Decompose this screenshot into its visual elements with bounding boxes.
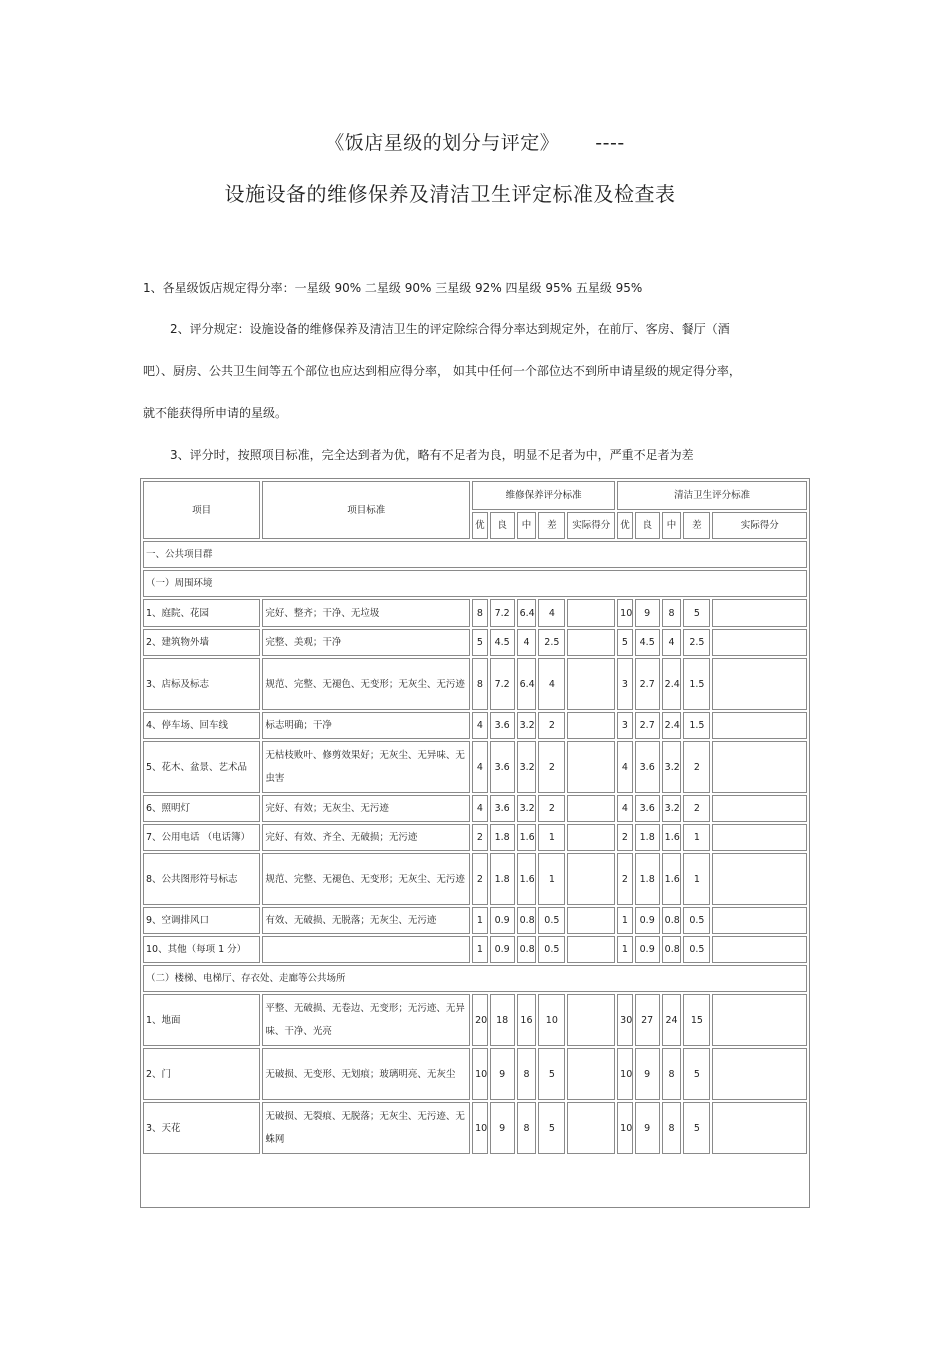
cleaning-cha: 5 (683, 1102, 710, 1154)
maintenance-actual (567, 907, 615, 934)
cleaning-you: 2 (617, 853, 633, 905)
cleaning-zhong: 8 (662, 1102, 682, 1154)
row-item: 1、庭院、花园 (143, 599, 260, 627)
maintenance-liang: 3.6 (490, 741, 515, 793)
cleaning-you: 2 (617, 824, 633, 851)
row-standard: 标志明确；干净 (262, 712, 470, 739)
table-row (143, 741, 807, 793)
header-m-cha: 差 (538, 512, 565, 539)
header-standard: 项目标准 (262, 481, 470, 539)
maintenance-zhong: 1.6 (517, 853, 537, 905)
maintenance-cha: 4 (538, 599, 565, 627)
header-c-zhong: 中 (662, 512, 682, 539)
maintenance-liang: 7.2 (490, 599, 515, 627)
row-item: 2、建筑物外墙 (143, 629, 260, 656)
row-item: 3、店标及标志 (143, 658, 260, 710)
cleaning-zhong: 0.8 (662, 936, 682, 963)
row-standard: 完好、整齐；干净、无垃圾 (262, 599, 470, 627)
maintenance-actual (567, 824, 615, 851)
row-standard: 规范、完整、无褪色、无变形；无灰尘、无污迹 (262, 658, 470, 710)
cleaning-actual (712, 936, 807, 963)
cleaning-zhong: 1.6 (662, 824, 682, 851)
row-standard: 无破损、无裂痕、无脱落；无灰尘、无污迹、无蛛网 (262, 1102, 470, 1154)
maintenance-cha: 1 (538, 824, 565, 851)
cleaning-actual (712, 658, 807, 710)
table-row (143, 824, 807, 851)
section-public-items: 一、公共项目群 (143, 541, 807, 568)
cleaning-cha: 1 (683, 853, 710, 905)
maintenance-liang: 1.8 (490, 824, 515, 851)
table-row (143, 629, 807, 656)
subsection-public-areas: （二）楼梯、电梯厅、存衣处、走廊等公共场所 (143, 965, 807, 992)
cleaning-zhong: 3.2 (662, 741, 682, 793)
cleaning-liang: 0.9 (635, 936, 660, 963)
maintenance-you: 5 (472, 629, 488, 656)
table-row (143, 1102, 807, 1154)
cleaning-liang: 3.6 (635, 741, 660, 793)
header-m-zhong: 中 (517, 512, 537, 539)
maintenance-cha: 2 (538, 741, 565, 793)
maintenance-cha: 0.5 (538, 936, 565, 963)
header-row-1 (143, 481, 807, 510)
row-standard: 完好、有效、齐全、无破损；无污迹 (262, 824, 470, 851)
maintenance-cha: 4 (538, 658, 565, 710)
maintenance-you: 1 (472, 936, 488, 963)
row-standard: 有效、无破损、无脱落；无灰尘、无污迹 (262, 907, 470, 934)
row-standard (262, 936, 470, 963)
maintenance-actual (567, 795, 615, 822)
maintenance-liang: 1.8 (490, 853, 515, 905)
table-row (143, 994, 807, 1046)
maintenance-actual (567, 853, 615, 905)
table-row (143, 599, 807, 627)
cleaning-you: 30 (617, 994, 633, 1046)
title-main: 《饭店星级的划分与评定》 (325, 132, 560, 154)
cleaning-zhong: 2.4 (662, 658, 682, 710)
subsection-row (143, 965, 807, 992)
cleaning-zhong: 1.6 (662, 853, 682, 905)
cleaning-cha: 2.5 (683, 629, 710, 656)
row-item: 8、公共图形符号标志 (143, 853, 260, 905)
maintenance-zhong: 16 (517, 994, 537, 1046)
maintenance-cha: 10 (538, 994, 565, 1046)
maintenance-you: 10 (472, 1048, 488, 1100)
paragraph-rules-line2: 吧）、厨房、公共卫生间等五个部位也应达到相应得分率， 如其中任何一个部位达不到所申请星级的规定得分率， (143, 364, 741, 378)
row-standard: 无破损、无变形、无划痕；玻璃明亮、无灰尘 (262, 1048, 470, 1100)
cleaning-you: 10 (617, 599, 633, 627)
maintenance-you: 4 (472, 795, 488, 822)
maintenance-liang: 0.9 (490, 936, 515, 963)
cleaning-actual (712, 1102, 807, 1154)
row-item: 5、花木、盆景、艺术品 (143, 741, 260, 793)
header-maintenance: 维修保养评分标准 (472, 481, 615, 510)
cleaning-actual (712, 824, 807, 851)
cleaning-actual (712, 712, 807, 739)
cleaning-cha: 1 (683, 824, 710, 851)
cleaning-you: 3 (617, 712, 633, 739)
paragraph-rules-line3: 就不能获得所申请的星级。 (143, 406, 288, 420)
maintenance-liang: 4.5 (490, 629, 515, 656)
maintenance-liang: 9 (490, 1102, 515, 1154)
cleaning-liang: 9 (635, 599, 660, 627)
subsection-row (143, 570, 807, 597)
title-dash: ---- (595, 132, 625, 154)
cleaning-actual (712, 599, 807, 627)
cleaning-actual (712, 907, 807, 934)
cleaning-zhong: 8 (662, 599, 682, 627)
maintenance-you: 8 (472, 599, 488, 627)
cleaning-cha: 0.5 (683, 907, 710, 934)
section-row (143, 541, 807, 568)
row-item: 10、其他（每项 1 分） (143, 936, 260, 963)
row-item: 9、空调排风口 (143, 907, 260, 934)
cleaning-liang: 9 (635, 1102, 660, 1154)
maintenance-actual (567, 712, 615, 739)
document-title (0, 128, 950, 155)
cleaning-you: 3 (617, 658, 633, 710)
cleaning-actual (712, 795, 807, 822)
maintenance-actual (567, 1102, 615, 1154)
maintenance-cha: 1 (538, 853, 565, 905)
header-c-liang: 良 (635, 512, 660, 539)
maintenance-actual (567, 994, 615, 1046)
cleaning-actual (712, 853, 807, 905)
table-row (143, 1048, 807, 1100)
cleaning-liang: 27 (635, 994, 660, 1046)
cleaning-zhong: 8 (662, 1048, 682, 1100)
cleaning-zhong: 0.8 (662, 907, 682, 934)
maintenance-zhong: 6.4 (517, 658, 537, 710)
maintenance-cha: 5 (538, 1102, 565, 1154)
cleaning-liang: 3.6 (635, 795, 660, 822)
maintenance-liang: 3.6 (490, 795, 515, 822)
cleaning-you: 4 (617, 741, 633, 793)
maintenance-cha: 2 (538, 712, 565, 739)
cleaning-cha: 5 (683, 599, 710, 627)
maintenance-liang: 18 (490, 994, 515, 1046)
maintenance-you: 4 (472, 712, 488, 739)
cleaning-you: 5 (617, 629, 633, 656)
subsection-surroundings: （一）周围环境 (143, 570, 807, 597)
paragraph-scoring-method: 3、评分时，按照项目标准，完全达到者为优，略有不足者为良，明显不足者为中，严重不足者为差 (170, 448, 694, 462)
cleaning-cha: 15 (683, 994, 710, 1046)
cleaning-actual (712, 1048, 807, 1100)
row-standard: 规范、完整、无褪色、无变形；无灰尘、无污迹 (262, 853, 470, 905)
header-cleaning: 清洁卫生评分标准 (617, 481, 807, 510)
maintenance-liang: 3.6 (490, 712, 515, 739)
cleaning-actual (712, 629, 807, 656)
maintenance-cha: 2 (538, 795, 565, 822)
maintenance-zhong: 1.6 (517, 824, 537, 851)
paragraph-rules-line1: 2、评分规定：设施设备的维修保养及清洁卫生的评定除综合得分率达到规定外，在前厅、客房、餐厅（酒 (170, 322, 730, 336)
maintenance-actual (567, 936, 615, 963)
cleaning-you: 4 (617, 795, 633, 822)
header-c-you: 优 (617, 512, 633, 539)
row-item: 3、天花 (143, 1102, 260, 1154)
cleaning-liang: 1.8 (635, 824, 660, 851)
cleaning-cha: 5 (683, 1048, 710, 1100)
maintenance-zhong: 0.8 (517, 907, 537, 934)
cleaning-liang: 2.7 (635, 712, 660, 739)
maintenance-actual (567, 599, 615, 627)
row-standard: 完好、有效；无灰尘、无污迹 (262, 795, 470, 822)
cleaning-you: 1 (617, 936, 633, 963)
maintenance-zhong: 4 (517, 629, 537, 656)
cleaning-you: 10 (617, 1048, 633, 1100)
table-row (143, 936, 807, 963)
header-c-cha: 差 (683, 512, 710, 539)
maintenance-you: 10 (472, 1102, 488, 1154)
maintenance-zhong: 3.2 (517, 741, 537, 793)
maintenance-actual (567, 1048, 615, 1100)
maintenance-zhong: 3.2 (517, 712, 537, 739)
maintenance-zhong: 3.2 (517, 795, 537, 822)
maintenance-liang: 9 (490, 1048, 515, 1100)
row-item: 7、公用电话 （电话簿） (143, 824, 260, 851)
cleaning-liang: 1.8 (635, 853, 660, 905)
cleaning-zhong: 4 (662, 629, 682, 656)
document-subtitle: 设施设备的维修保养及清洁卫生评定标准及检查表 (224, 182, 676, 206)
row-standard: 平整、无破损、无卷边、无变形；无污迹、无异味、干净、光亮 (262, 994, 470, 1046)
header-m-you: 优 (472, 512, 488, 539)
maintenance-you: 1 (472, 907, 488, 934)
cleaning-actual (712, 994, 807, 1046)
table-row (143, 712, 807, 739)
table-row (143, 853, 807, 905)
cleaning-zhong: 3.2 (662, 795, 682, 822)
cleaning-zhong: 2.4 (662, 712, 682, 739)
maintenance-cha: 2.5 (538, 629, 565, 656)
cleaning-cha: 1.5 (683, 658, 710, 710)
header-m-actual: 实际得分 (567, 512, 615, 539)
table-row (143, 907, 807, 934)
cleaning-cha: 0.5 (683, 936, 710, 963)
maintenance-zhong: 6.4 (517, 599, 537, 627)
inspection-table (140, 478, 810, 1208)
cleaning-liang: 0.9 (635, 907, 660, 934)
maintenance-liang: 7.2 (490, 658, 515, 710)
maintenance-you: 2 (472, 853, 488, 905)
row-item: 4、停车场、回车线 (143, 712, 260, 739)
maintenance-you: 8 (472, 658, 488, 710)
maintenance-actual (567, 741, 615, 793)
maintenance-zhong: 0.8 (517, 936, 537, 963)
header-item: 项目 (143, 481, 260, 539)
cleaning-cha: 2 (683, 741, 710, 793)
cleaning-liang: 2.7 (635, 658, 660, 710)
row-item: 2、门 (143, 1048, 260, 1100)
maintenance-zhong: 8 (517, 1048, 537, 1100)
cleaning-liang: 4.5 (635, 629, 660, 656)
cleaning-cha: 2 (683, 795, 710, 822)
maintenance-actual (567, 658, 615, 710)
table-row (143, 795, 807, 822)
maintenance-zhong: 8 (517, 1102, 537, 1154)
maintenance-cha: 5 (538, 1048, 565, 1100)
header-m-liang: 良 (490, 512, 515, 539)
cleaning-actual (712, 741, 807, 793)
row-item: 6、照明灯 (143, 795, 260, 822)
table-row (143, 658, 807, 710)
row-standard: 无枯枝败叶、修剪效果好；无灰尘、无异味、无虫害 (262, 741, 470, 793)
maintenance-you: 20 (472, 994, 488, 1046)
header-c-actual: 实际得分 (712, 512, 807, 539)
maintenance-cha: 0.5 (538, 907, 565, 934)
cleaning-zhong: 24 (662, 994, 682, 1046)
row-standard: 完整、美观；干净 (262, 629, 470, 656)
cleaning-liang: 9 (635, 1048, 660, 1100)
maintenance-actual (567, 629, 615, 656)
maintenance-you: 2 (472, 824, 488, 851)
cleaning-you: 10 (617, 1102, 633, 1154)
row-item: 1、地面 (143, 994, 260, 1046)
paragraph-score-rates: 1、各星级饭店规定得分率：一星级 90% 二星级 90% 三星级 92% 四星级 95% 五星级 95% (143, 281, 643, 295)
maintenance-liang: 0.9 (490, 907, 515, 934)
cleaning-you: 1 (617, 907, 633, 934)
cleaning-cha: 1.5 (683, 712, 710, 739)
maintenance-you: 4 (472, 741, 488, 793)
